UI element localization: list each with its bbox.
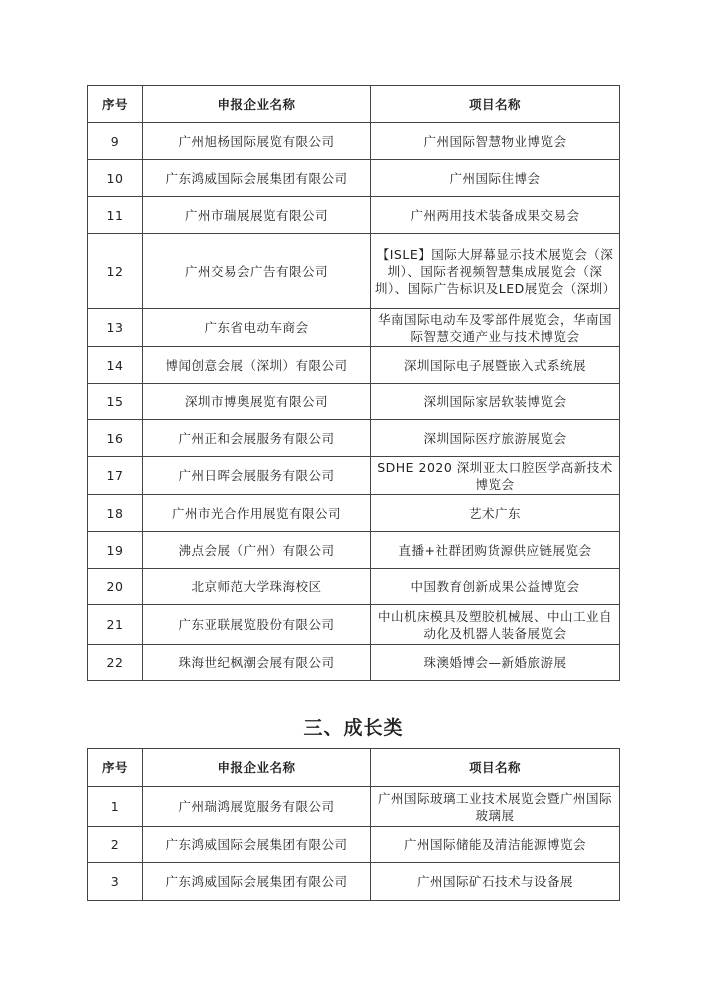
serial-no-cell: 17 bbox=[88, 457, 143, 495]
serial-no-cell: 21 bbox=[88, 605, 143, 645]
company-cell: 珠海世纪枫潮会展有限公司 bbox=[143, 645, 371, 681]
project-cell: 中山机床模具及塑胶机械展、中山工业自动化及机器人装备展览会 bbox=[371, 605, 620, 645]
project-cell: 深圳国际医疗旅游展览会 bbox=[371, 420, 620, 457]
project-cell: 珠澳婚博会—新婚旅游展 bbox=[371, 645, 620, 681]
project-cell: SDHE 2020 深圳亚太口腔医学高新技术博览会 bbox=[371, 457, 620, 495]
serial-no-cell: 13 bbox=[88, 309, 143, 347]
serial-no-cell: 20 bbox=[88, 569, 143, 605]
company-cell: 博闻创意会展（深圳）有限公司 bbox=[143, 347, 371, 384]
header-serial-no: 序号 bbox=[88, 749, 143, 787]
project-cell: 深圳国际电子展暨嵌入式系统展 bbox=[371, 347, 620, 384]
header-project-name: 项目名称 bbox=[371, 86, 620, 123]
table-row bbox=[88, 569, 620, 605]
project-cell: 广州国际玻璃工业技术展览会暨广州国际玻璃展 bbox=[371, 787, 620, 827]
project-cell: 广州国际住博会 bbox=[371, 160, 620, 197]
company-cell: 广州日晖会展服务有限公司 bbox=[143, 457, 371, 495]
serial-no-cell: 22 bbox=[88, 645, 143, 681]
table-row bbox=[88, 234, 620, 309]
project-cell: 广州国际矿石技术与设备展 bbox=[371, 863, 620, 901]
company-cell: 深圳市博奥展览有限公司 bbox=[143, 384, 371, 420]
header-serial-no: 序号 bbox=[88, 86, 143, 123]
section-heading-growth: 三、成长类 bbox=[303, 717, 404, 739]
company-cell: 广东鸿威国际会展集团有限公司 bbox=[143, 863, 371, 901]
project-cell: 【ISLE】国际大屏幕显示技术展览会（深圳）、国际者视频智慧集成展览会（深圳）、国际广告标识及LED展览会（深圳） bbox=[371, 234, 620, 309]
project-cell: 艺术广东 bbox=[371, 495, 620, 532]
header-company-name: 申报企业名称 bbox=[143, 749, 371, 787]
table-row bbox=[88, 863, 620, 901]
table-row bbox=[88, 457, 620, 495]
table-row bbox=[88, 420, 620, 457]
serial-no-cell: 18 bbox=[88, 495, 143, 532]
award-table-continued bbox=[87, 85, 620, 681]
table-row bbox=[88, 532, 620, 569]
project-cell: 中国教育创新成果公益博览会 bbox=[371, 569, 620, 605]
company-cell: 北京师范大学珠海校区 bbox=[143, 569, 371, 605]
table-row bbox=[88, 123, 620, 160]
header-company-name: 申报企业名称 bbox=[143, 86, 371, 123]
table-row bbox=[88, 645, 620, 681]
serial-no-cell: 16 bbox=[88, 420, 143, 457]
company-cell: 广东鸿威国际会展集团有限公司 bbox=[143, 827, 371, 863]
serial-no-cell: 12 bbox=[88, 234, 143, 309]
project-cell: 广州国际储能及清洁能源博览会 bbox=[371, 827, 620, 863]
serial-no-cell: 11 bbox=[88, 197, 143, 234]
table-row bbox=[88, 827, 620, 863]
project-cell: 直播+社群团购货源供应链展览会 bbox=[371, 532, 620, 569]
serial-no-cell: 19 bbox=[88, 532, 143, 569]
table-header-row bbox=[88, 86, 620, 123]
company-cell: 沸点会展（广州）有限公司 bbox=[143, 532, 371, 569]
table-header-row bbox=[88, 749, 620, 787]
table-row bbox=[88, 160, 620, 197]
project-cell: 深圳国际家居软装博览会 bbox=[371, 384, 620, 420]
company-cell: 广州瑞鸿展览服务有限公司 bbox=[143, 787, 371, 827]
table-row bbox=[88, 347, 620, 384]
company-cell: 广州市瑞展展览有限公司 bbox=[143, 197, 371, 234]
serial-no-cell: 2 bbox=[88, 827, 143, 863]
table-row bbox=[88, 605, 620, 645]
company-cell: 广州市光合作用展览有限公司 bbox=[143, 495, 371, 532]
serial-no-cell: 1 bbox=[88, 787, 143, 827]
serial-no-cell: 9 bbox=[88, 123, 143, 160]
table-row bbox=[88, 384, 620, 420]
serial-no-cell: 15 bbox=[88, 384, 143, 420]
company-cell: 广州交易会广告有限公司 bbox=[143, 234, 371, 309]
company-cell: 广东亚联展览股份有限公司 bbox=[143, 605, 371, 645]
project-cell: 广州国际智慧物业博览会 bbox=[371, 123, 620, 160]
table-row bbox=[88, 197, 620, 234]
header-project-name: 项目名称 bbox=[371, 749, 620, 787]
project-cell: 广州两用技术装备成果交易会 bbox=[371, 197, 620, 234]
serial-no-cell: 14 bbox=[88, 347, 143, 384]
growth-category-table bbox=[87, 748, 620, 901]
table-row bbox=[88, 309, 620, 347]
table-row bbox=[88, 787, 620, 827]
project-cell: 华南国际电动车及零部件展览会，华南国际智慧交通产业与技术博览会 bbox=[371, 309, 620, 347]
table-row bbox=[88, 495, 620, 532]
company-cell: 广东省电动车商会 bbox=[143, 309, 371, 347]
serial-no-cell: 10 bbox=[88, 160, 143, 197]
serial-no-cell: 3 bbox=[88, 863, 143, 901]
company-cell: 广东鸿威国际会展集团有限公司 bbox=[143, 160, 371, 197]
company-cell: 广州正和会展服务有限公司 bbox=[143, 420, 371, 457]
company-cell: 广州旭杨国际展览有限公司 bbox=[143, 123, 371, 160]
